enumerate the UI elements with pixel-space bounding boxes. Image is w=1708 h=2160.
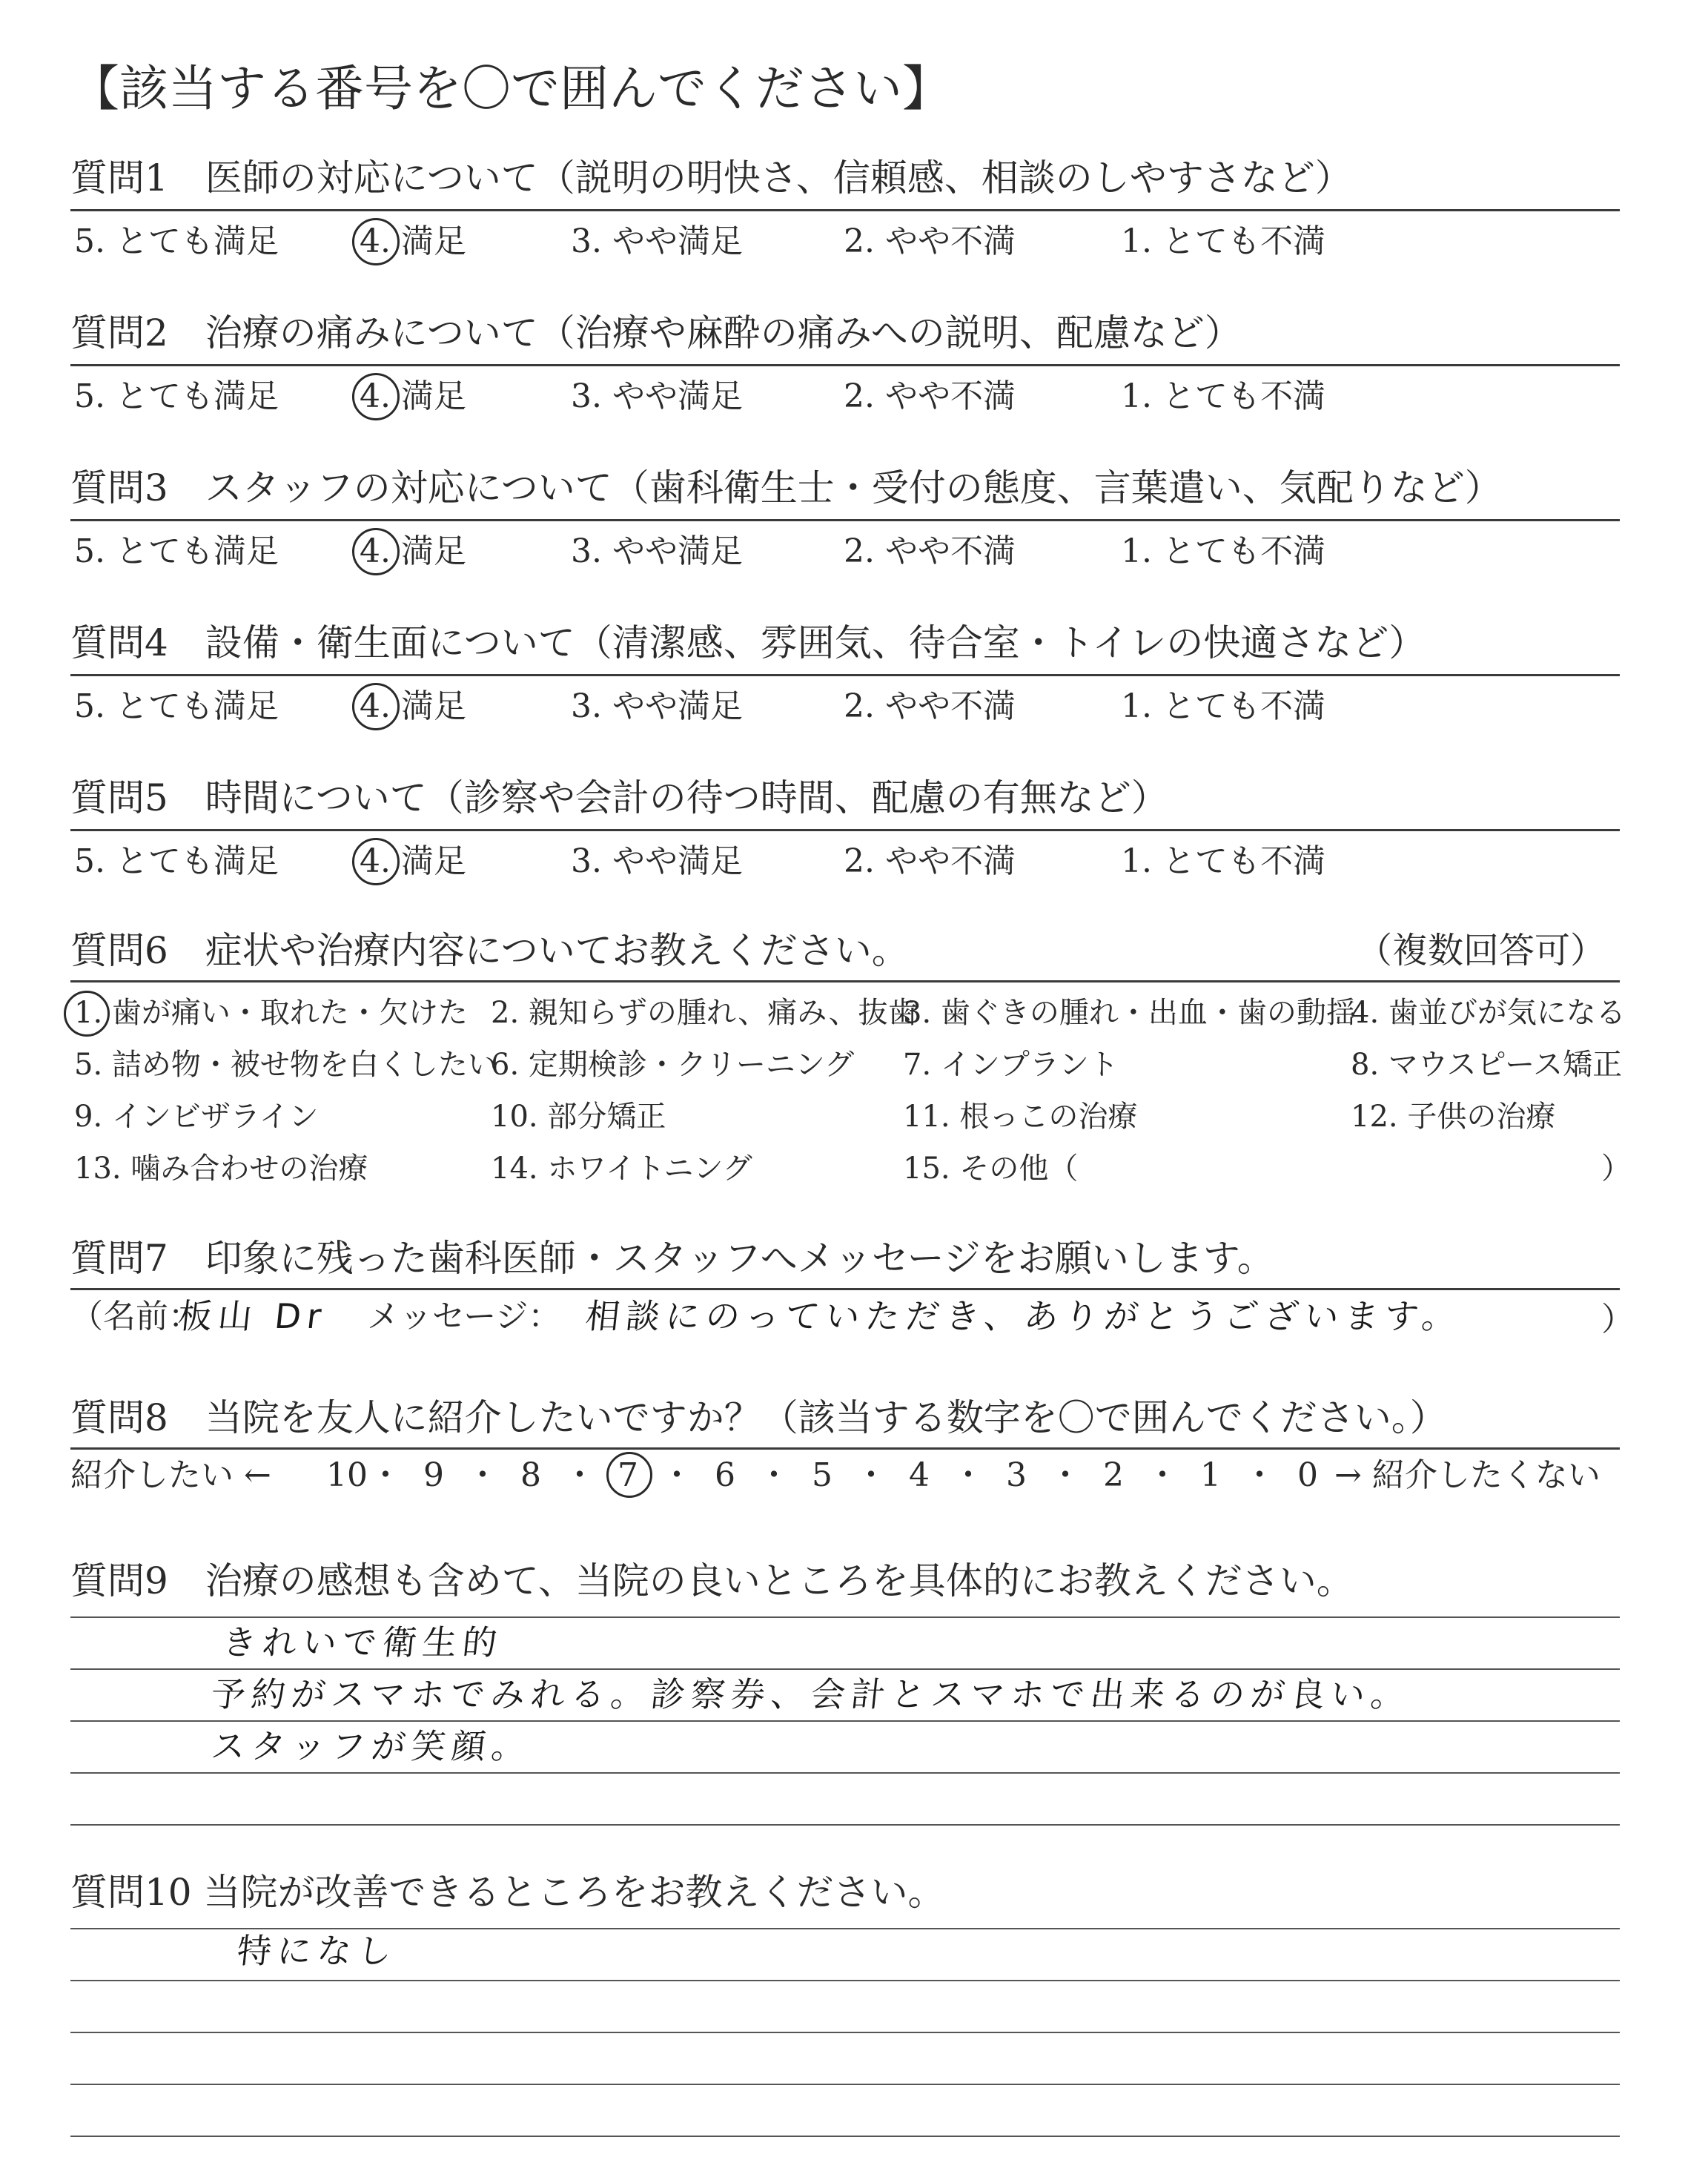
q8-separator: ・ <box>952 1456 984 1494</box>
q4-option-4[interactable]: 4. 満足 <box>360 687 466 725</box>
q5-underline <box>70 829 1620 831</box>
q4-option-2[interactable]: 2. やや不満 <box>844 687 1016 725</box>
q6-option-7[interactable]: 7. インプラント <box>903 1048 1119 1082</box>
q9-answer-2[interactable]: 予約がスマホでみれる。診察券、会計とスマホで出来るのが良い。 <box>209 1674 1414 1714</box>
q7-close-paren: ） <box>1601 1301 1634 1338</box>
q6-option-10[interactable]: 10. 部分矯正 <box>491 1100 666 1134</box>
q5-title: 質問5 時間について（診察や会計の待つ時間、配慮の有無など） <box>70 776 1168 819</box>
q8-option-0[interactable]: 0 <box>1297 1456 1318 1494</box>
q3-selected-circle <box>352 528 400 575</box>
q7-title: 質問7 印象に残った歯科医師・スタッフへメッセージをお願いします。 <box>70 1237 1274 1280</box>
q8-separator: ・ <box>369 1456 402 1494</box>
q9-writing-line <box>70 1824 1620 1826</box>
q4-selected-circle <box>352 683 400 730</box>
q6-option-1[interactable]: 1. 歯が痛い・取れた・欠けた <box>74 996 468 1030</box>
q6-multiple-note: （複数回答可） <box>1357 930 1606 971</box>
q3-option-4[interactable]: 4. 満足 <box>360 532 466 570</box>
q1-underline <box>70 209 1620 211</box>
q3-option-2[interactable]: 2. やや不満 <box>844 532 1016 570</box>
q9-writing-line <box>70 1772 1620 1774</box>
q8-option-2[interactable]: 2 <box>1103 1456 1124 1494</box>
q3-option-1[interactable]: 1. とても不満 <box>1121 532 1325 570</box>
q7-message-value[interactable]: 相談にのっていただき、ありがとうございます。 <box>583 1296 1464 1336</box>
q4-option-1[interactable]: 1. とても不満 <box>1121 687 1325 725</box>
q3-option-3[interactable]: 3. やや満足 <box>571 532 743 570</box>
q8-separator: ・ <box>1243 1456 1276 1494</box>
q1-title: 質問1 医師の対応について（説明の明快さ、信頼感、相談のしやすさなど） <box>70 156 1352 199</box>
q8-option-5[interactable]: 5 <box>812 1456 833 1494</box>
q2-underline <box>70 364 1620 366</box>
q6-option-12[interactable]: 12. 子供の治療 <box>1351 1100 1556 1134</box>
q10-answer-1[interactable]: 特になし <box>235 1931 400 1971</box>
q6-option-14[interactable]: 14. ホワイトニング <box>491 1152 752 1186</box>
q6-option-4[interactable]: 4. 歯並びが気になる <box>1351 996 1626 1030</box>
q6-option-2[interactable]: 2. 親知らずの腫れ、痛み、抜歯 <box>491 996 918 1030</box>
q2-option-1[interactable]: 1. とても不満 <box>1121 377 1325 415</box>
q1-selected-circle <box>352 218 400 265</box>
q10-writing-line <box>70 1980 1620 1981</box>
q6-option-8[interactable]: 8. マウスピース矯正 <box>1351 1048 1623 1082</box>
q2-option-4[interactable]: 4. 満足 <box>360 377 466 415</box>
q9-writing-line <box>70 1668 1620 1670</box>
q8-title: 質問8 当院を友人に紹介したいですか？（該当する数字を〇で囲んでください。） <box>70 1396 1447 1439</box>
q9-writing-line <box>70 1616 1620 1618</box>
q3-title: 質問3 スタッフの対応について（歯科衛生士・受付の態度、言葉遣い、気配りなど） <box>70 466 1502 509</box>
q6-selected-circle <box>64 991 110 1037</box>
q8-option-9[interactable]: 9 <box>423 1456 444 1494</box>
q6-option-11[interactable]: 11. 根っこの治療 <box>903 1100 1138 1134</box>
q10-writing-line <box>70 2084 1620 2085</box>
q7-message-label: メッセージ： <box>367 1298 561 1335</box>
q2-option-3[interactable]: 3. やや満足 <box>571 377 743 415</box>
q5-option-1[interactable]: 1. とても不満 <box>1121 842 1325 880</box>
q8-separator: ・ <box>563 1456 596 1494</box>
q8-separator: ・ <box>855 1456 887 1494</box>
q8-option-8[interactable]: 8 <box>520 1456 541 1494</box>
q5-selected-circle <box>352 838 400 885</box>
q10-title: 質問10 当院が改善できるところをお教えください。 <box>70 1871 945 1914</box>
q7-name-label: （名前： <box>70 1298 201 1335</box>
q6-option-9[interactable]: 9. インビザライン <box>74 1100 319 1134</box>
q1-option-1[interactable]: 1. とても不満 <box>1121 222 1325 260</box>
q2-selected-circle <box>352 373 400 420</box>
q3-underline <box>70 519 1620 521</box>
q5-option-3[interactable]: 3. やや満足 <box>571 842 743 880</box>
q8-selected-circle <box>606 1452 652 1498</box>
q6-underline <box>70 980 1620 982</box>
q6-option-6[interactable]: 6. 定期検診・クリーニング <box>491 1048 855 1082</box>
q1-option-2[interactable]: 2. やや不満 <box>844 222 1016 260</box>
q5-option-5[interactable]: 5. とても満足 <box>74 842 279 880</box>
q7-underline <box>70 1288 1620 1290</box>
q8-separator: ・ <box>1146 1456 1179 1494</box>
q2-option-5[interactable]: 5. とても満足 <box>74 377 279 415</box>
q2-option-2[interactable]: 2. やや不満 <box>844 377 1016 415</box>
q1-option-3[interactable]: 3. やや満足 <box>571 222 743 260</box>
q8-option-6[interactable]: 6 <box>715 1456 735 1494</box>
q8-separator: ・ <box>1049 1456 1082 1494</box>
q10-writing-line <box>70 2136 1620 2137</box>
q10-writing-line <box>70 2032 1620 2033</box>
q1-option-4[interactable]: 4. 満足 <box>360 222 466 260</box>
q8-option-1[interactable]: 1 <box>1200 1456 1221 1494</box>
q2-title: 質問2 治療の痛みについて（治療や麻酔の痛みへの説明、配慮など） <box>70 311 1242 354</box>
q8-separator: ・ <box>661 1456 693 1494</box>
q6-option-3[interactable]: 3. 歯ぐきの腫れ・出血・歯の動揺 <box>903 996 1356 1030</box>
q8-option-7[interactable]: 7 <box>618 1456 638 1494</box>
q5-option-2[interactable]: 2. やや不満 <box>844 842 1016 880</box>
q4-underline <box>70 674 1620 676</box>
q9-answer-1[interactable]: きれいで衛生的 <box>220 1622 505 1662</box>
q8-underline <box>70 1447 1620 1450</box>
q4-option-3[interactable]: 3. やや満足 <box>571 687 743 725</box>
q5-option-4[interactable]: 4. 満足 <box>360 842 466 880</box>
q8-separator: ・ <box>758 1456 790 1494</box>
q9-title: 質問9 治療の感想も含めて、当院の良いところを具体的にお教えください。 <box>70 1559 1354 1602</box>
q6-other-close: ） <box>1601 1152 1631 1186</box>
q8-option-10[interactable]: 10 <box>326 1456 368 1494</box>
q8-separator: ・ <box>466 1456 499 1494</box>
q8-left-label: 紹介したい ← <box>70 1456 271 1494</box>
q1-option-5[interactable]: 5. とても満足 <box>74 222 279 260</box>
q6-option-13[interactable]: 13. 噛み合わせの治療 <box>74 1152 368 1186</box>
q8-right-label: → 紹介したくない <box>1334 1456 1601 1494</box>
q6-option-5[interactable]: 5. 詰め物・被せ物を白くしたい <box>74 1048 497 1082</box>
q4-option-5[interactable]: 5. とても満足 <box>74 687 279 725</box>
page-heading: 【該当する番号を〇で囲んでください】 <box>70 60 951 117</box>
q6-title: 質問6 症状や治療内容についてお教えください。 <box>70 929 909 972</box>
q6-option-15[interactable]: 15. その他（ <box>903 1152 1079 1186</box>
q8-option-4[interactable]: 4 <box>909 1456 930 1494</box>
q7-name-value[interactable]: 板山 Dr <box>176 1296 329 1336</box>
q9-writing-line <box>70 1720 1620 1722</box>
q4-title: 質問4 設備・衛生面について（清潔感、雰囲気、待合室・トイレの快適さなど） <box>70 621 1426 664</box>
q8-option-3[interactable]: 3 <box>1006 1456 1027 1494</box>
q3-option-5[interactable]: 5. とても満足 <box>74 532 279 570</box>
q9-answer-3[interactable]: スタッフが笑顔。 <box>209 1726 534 1766</box>
